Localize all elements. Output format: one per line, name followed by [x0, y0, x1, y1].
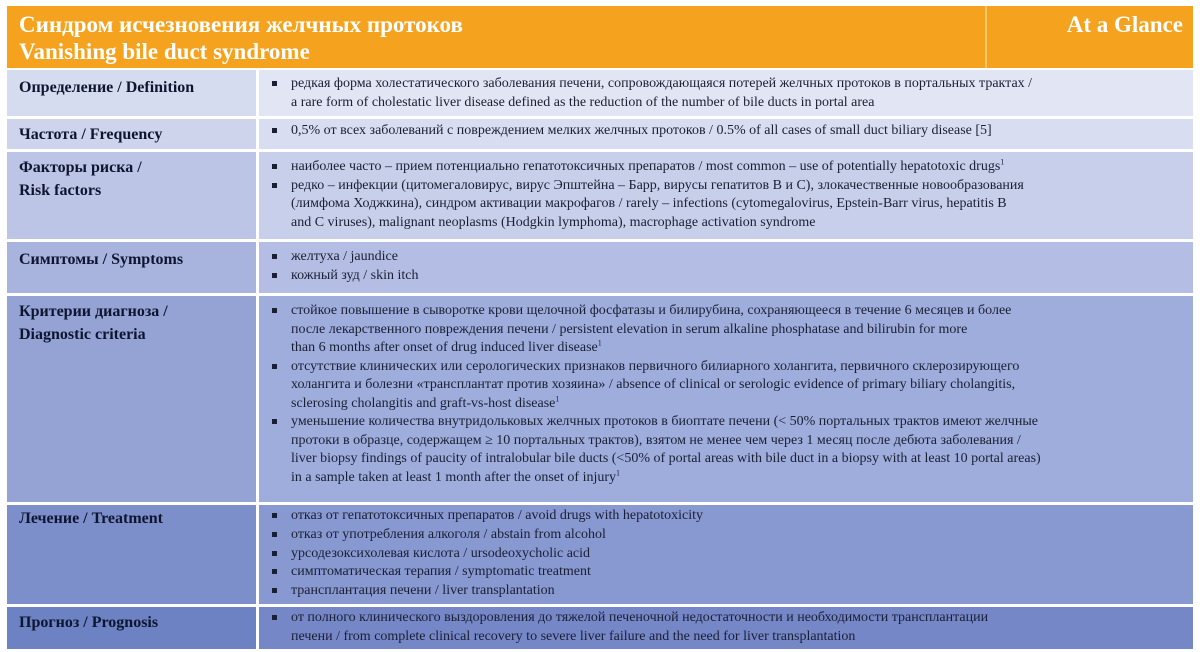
bullet-item: [269, 122, 1189, 141]
bullet-item: [269, 609, 1189, 646]
bullet-item: [269, 563, 1189, 582]
row-frequency: [7, 119, 1193, 149]
bullet-item: [269, 302, 1189, 358]
row-label-diagnostic-criteria: [7, 296, 259, 502]
row-content-risk-factors: [259, 152, 1193, 239]
row-risk-factors: [7, 152, 1193, 239]
bullet-item: [269, 248, 1189, 267]
bullet-line: стойкое повышение в сыворотке крови щелочной фосфатазы и билирубина, сохраняющееся в течение 6 месяцев и более: [291, 303, 1012, 318]
bullet-item: [269, 158, 1189, 177]
row-content-diagnostic-criteria: [259, 296, 1193, 502]
bullet-line: урсодезоксихолевая кислота / ursodeoxycholic acid: [291, 545, 591, 561]
label-line: Факторы риска /: [19, 159, 142, 176]
row-definition: [7, 70, 1193, 116]
label-line: Risk factors: [19, 182, 102, 199]
bullet-line: отказ от гепатотоксичных препаратов / avoid drugs with hepatotoxicity: [291, 508, 703, 523]
bullet-line: and C viruses), malignant neoplasms (Hodgkin lymphoma), macrophage activation syndrome: [291, 214, 816, 230]
bullet-line: от полного клинического выздоровления до тяжелой печеночной недостаточности и необходимости трансплантации: [291, 610, 989, 625]
bullet-item: [269, 413, 1189, 487]
header-divider: [985, 6, 987, 68]
bullet-line: протоки в образце, содержащем ≥ 10 портальных трактов), взятом не менее чем через 1 месяц после дебюта заболевания /: [291, 432, 1021, 448]
row-label-symptoms: Симптомы / Symptoms: [7, 242, 259, 293]
bullet-line: sclerosing cholangitis and graft-vs-host disease$^1$: [291, 393, 560, 411]
bullet-line: после лекарственного повреждения печени / persistent elevation in serum alkaline phosphatase and bilirubin for more: [291, 321, 968, 337]
row-symptoms: [7, 242, 1193, 293]
row-label-definition: Определение / Definition: [7, 70, 259, 116]
row-prognosis: [7, 607, 1193, 649]
bullet-line: отсутствие клинических или серологических признаков первичного билиарного холангита, первичного склерозирующего: [291, 358, 1020, 374]
row-label-frequency: Частота / Frequency: [7, 119, 259, 149]
row-label-prognosis: Прогноз / Prognosis: [7, 607, 259, 649]
bullet-item: [269, 582, 1189, 601]
bullet-item: [269, 177, 1189, 233]
label-line: Diagnostic criteria: [19, 326, 146, 343]
row-label-risk-factors: [7, 152, 259, 239]
row-label-treatment: Лечение / Treatment: [7, 505, 259, 604]
row-treatment: [7, 505, 1193, 604]
label-line: Критерии диагноза /: [19, 303, 168, 320]
bullet-line: редкая форма холестатического заболевания печени, сопровождающаяся потерей желчных протоков в портальных трактах /: [291, 76, 1033, 91]
bullet-item: [269, 545, 1189, 564]
bullet-item: [269, 358, 1189, 414]
bullet-line: a rare form of cholestatic liver disease defined as the reduction of the number of bile ducts in portal area: [291, 94, 875, 110]
title-russian: Синдром исчезновения желчных протоков: [19, 12, 463, 37]
bullet-item: [269, 526, 1189, 545]
row-content-frequency: [259, 119, 1193, 149]
bullet-line: liver biopsy findings of paucity of intralobular bile ducts (<50% of portal areas with bile duct in a biopsy with at least 10 portal areas): [291, 451, 1041, 466]
bullet-item: [269, 267, 1189, 286]
bullet-line: кожный зуд / skin itch: [291, 267, 419, 283]
bullet-line: than 6 months after onset of drug induced liver disease$^1$: [291, 338, 602, 355]
header-banner: [7, 6, 1193, 68]
title-english: Vanishing bile duct syndrome: [19, 39, 310, 64]
bullet-line: трансплантация печени / liver transplantation: [291, 583, 555, 599]
bullet-line: in a sample taken at least 1 month after the onset of injury$^1$: [291, 467, 621, 485]
bullet-line: 0,5% от всех заболеваний с повреждением мелких желчных протоков / 0.5% of all cases of small duct biliary disease [5]: [291, 123, 992, 138]
bullet-item: [269, 75, 1189, 112]
bullet-line: симптоматическая терапия / symptomatic treatment: [291, 564, 591, 580]
bullet-line: наиболее часто – прием потенциально гепатотоксичных препаратов / most common – use of potentially hepatotoxic drugs$^1$: [291, 157, 1005, 174]
bullet-line: желтуха / jaundice: [291, 249, 398, 264]
bullet-line: уменьшение количества внутридольковых желчных протоков в биоптате печени (< 50% портальных трактов имеют желчные: [291, 414, 1038, 429]
bullet-line: (лимфома Ходжкина), синдром активации макрофагов / rarely – infections (cytomegalovirus, Epstein-Barr virus, hepatitis B: [291, 196, 1007, 212]
row-content-treatment: [259, 505, 1193, 604]
bullet-line: печени / from complete clinical recovery to severe liver failure and the need for liver transplantation: [291, 628, 856, 644]
bullet-line: редко – инфекции (цитомегаловирус, вирус Эпштейна – Барр, вирусы гепатитов В и С), злокачественные новообразования: [291, 177, 1024, 193]
row-content-symptoms: [259, 242, 1193, 293]
bullet-item: [269, 507, 1189, 526]
row-content-prognosis: [259, 607, 1193, 649]
bullet-line: отказ от употребления алкоголя / abstain from alcohol: [291, 526, 606, 542]
at-a-glance-badge: At a Glance: [1066, 12, 1183, 37]
row-diagnostic-criteria: [7, 296, 1193, 502]
bullet-line: холангита и болезни «трансплантат против хозяина» / absence of clinical or serologic evidence of primary biliary cholangitis,: [291, 377, 1016, 392]
row-content-definition: [259, 70, 1193, 116]
